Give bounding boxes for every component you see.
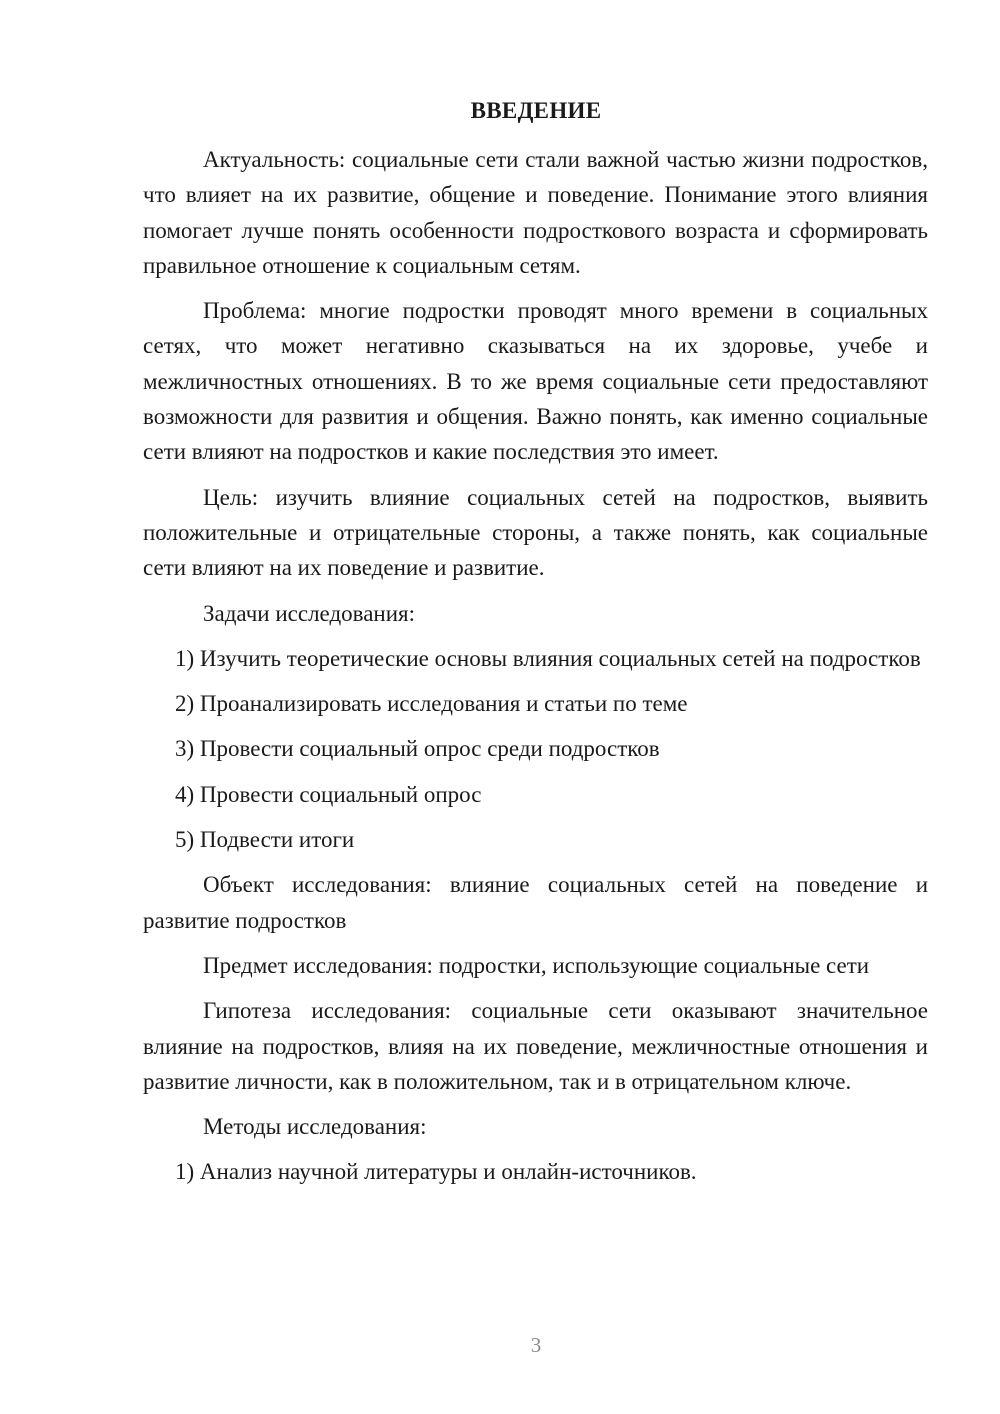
relevance-paragraph: Актуальность: социальные сети стали важной частью жизни подростков, что влияет на их развитие, общение и поведение. Понимание этого влияния помогает лучше понять особенности подросткового возраста и сформировать правильное отношение к социальным сетям. [143,147,928,278]
task-item-4: 4) Провести социальный опрос [175,781,482,807]
tasks-heading: Задачи исследования: [203,600,416,626]
page-title: ВВЕДЕНИЕ [470,98,602,123]
page-number: 3 [530,1333,542,1357]
object-paragraph: Объект исследования: влияние социальных сетей на поведение и развитие подростков [143,872,928,933]
task-item-1: 1) Изучить теоретические основы влияния социальных сетей на подростков [175,645,921,671]
task-item-5: 5) Подвести итоги [175,827,355,853]
hypothesis-paragraph: Гипотеза исследования: социальные сети оказывают значительное влияние на подростков, влияя на их поведение, межличностные отношения и развитие личности, как в положительном, так и в отрицательном ключе. [143,998,928,1094]
document-body [143,142,928,1200]
task-item-2: 2) Проанализировать исследования и статьи по теме [175,691,688,717]
method-item-1: 1) Анализ научной литературы и онлайн-источников. [175,1159,697,1185]
task-item-3: 3) Провести социальный опрос среди подростков [175,736,660,762]
problem-paragraph: Проблема: многие подростки проводят много времени в социальных сетях, что может негативно сказываться на их здоровье, учебе и межличностных отношениях. В то же время социальные сети предоставляют возможности для развития и общения. Важно понять, как именно социальные сети влияют на подростков и какие последствия это имеет. [143,298,928,465]
goal-paragraph: Цель: изучить влияние социальных сетей на подростков, выявить положительные и отрицательные стороны, а также понять, как социальные сети влияют на их поведение и развитие. [143,484,928,581]
methods-heading: Методы исследования: [203,1114,427,1140]
subject-paragraph: Предмет исследования: подростки, использующие социальные сети [203,952,870,978]
